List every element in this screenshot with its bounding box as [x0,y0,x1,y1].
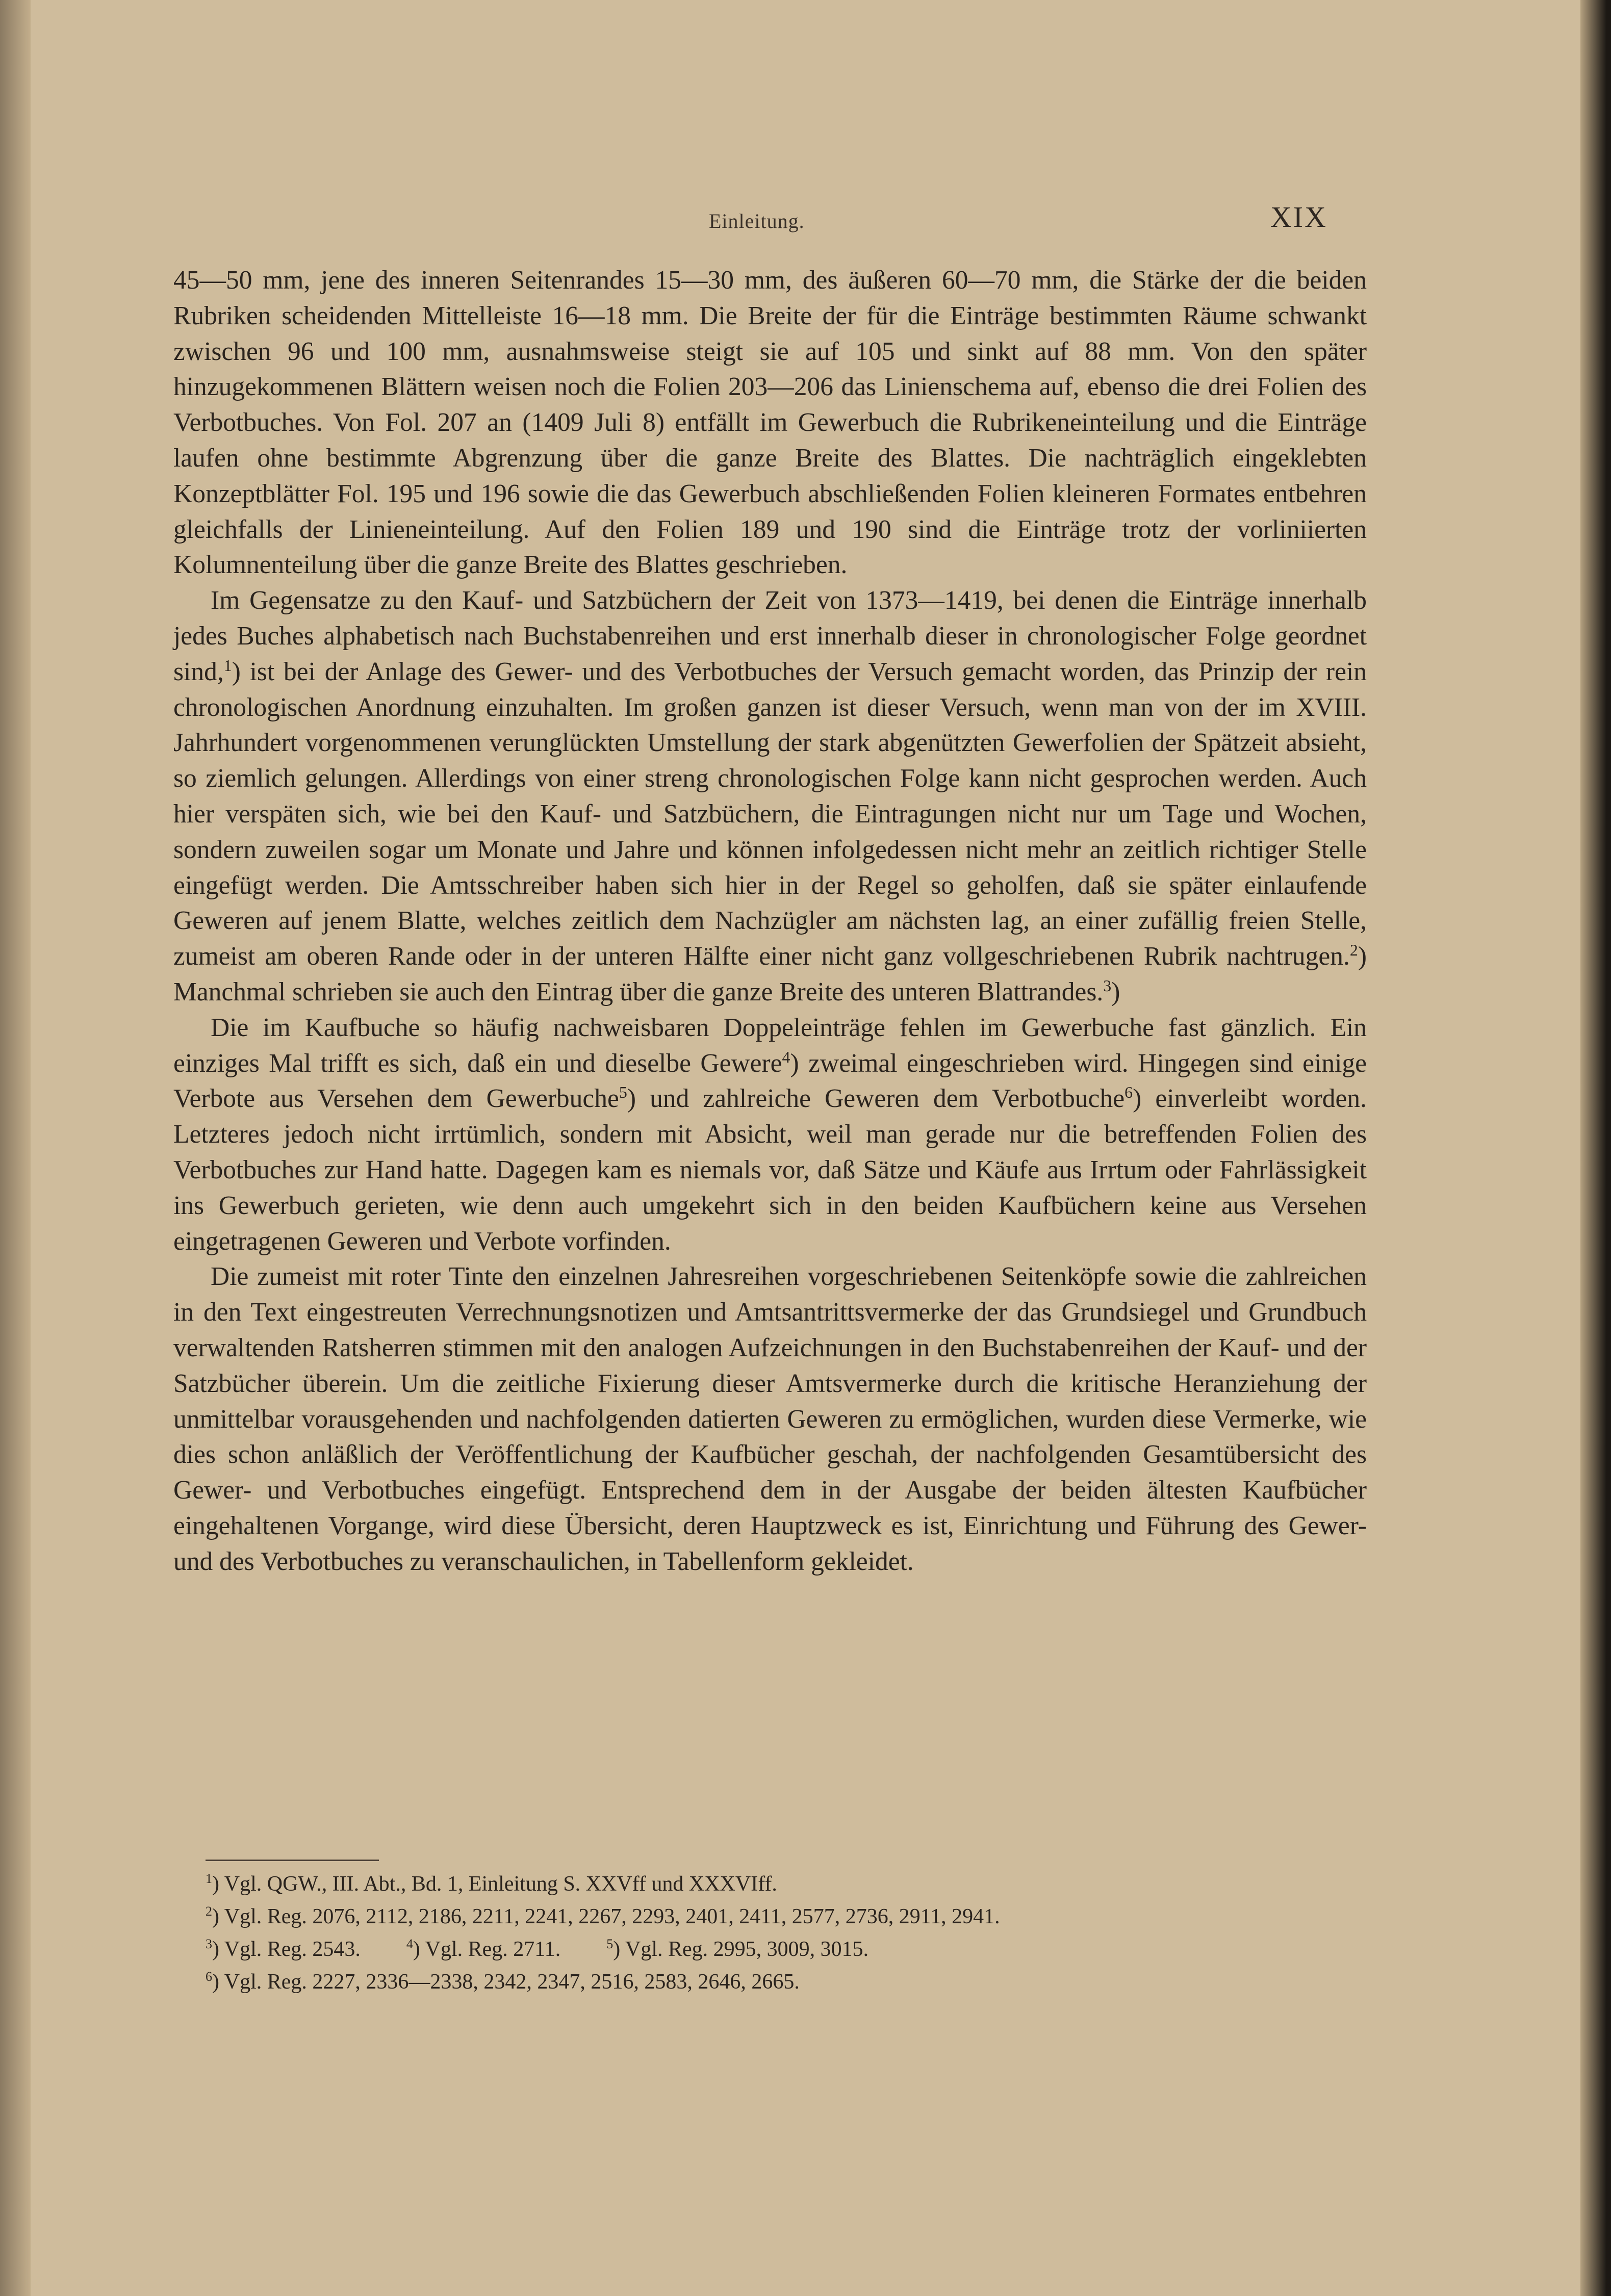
footnote-row: $^3$) Vgl. Reg. 2543. $^4$) Vgl. Reg. 2711. $^5$) Vgl. Reg. 2995, 3009, 3015. [206,1937,869,1961]
page-edge-right [1580,0,1611,2296]
book-page [31,0,1580,2296]
footnote-mark: 2 [1349,941,1358,959]
paragraph: Die im Kaufbuche so häufig nachweisbaren Doppeleinträge fehlen im Gewerbuche fast gänzlich. Ein einziges Mal trifft es sich, daß ein und dieselbe Gewere$^4$) zweimal eingeschrieben wird. Hingegen sind einige Verbote aus Versehen dem Gewerbuche$^5$) und zahlreiche Geweren dem Verbotbuche$^6$) einverleibt worden. Letzteres jedoch nicht irrtümlich, sondern mit Absicht, weil man gerade nur die betreffenden Folien des Verbotbuches zur Hand hatte. Dagegen kam es niemals vor, daß Sätze und Käufe aus Irrtum oder Fahrlässigkeit ins Gewerbuch gerieten, wie denn auch umgekehrt sich in den beiden Kaufbüchern keine aus Versehen eingetragenen Geweren und Verbote vorfinden. [173,1013,1367,1256]
page-number: XIX [1270,200,1327,234]
footnotes [206,1868,1353,1998]
footnote-mark: 6 [1124,1083,1133,1102]
footnote: $^2$) Vgl. Reg. 2076, 2112, 2186, 2211, 2241, 2267, 2293, 2401, 2411, 2577, 2736, 2911, 2941. [206,1904,1000,1928]
footnote: $^6$) Vgl. Reg. 2227, 2336—2338, 2342, 2347, 2516, 2583, 2646, 2665. [206,1969,800,1994]
paragraph: Die zumeist mit roter Tinte den einzelnen Jahresreihen vorgeschriebenen Seitenköpfe sowie die zahlreichen in den Text eingestreuten Verrechnungsnotizen und Amtsantrittsvermerke der das Grundsiegel und Grundbuch verwaltenden Ratsherren stimmen mit den analogen Aufzeichnungen in den Buchstabenreihen der Kauf- und der Satzbücher überein. Um die zeitliche Fixierung dieser Amtsvermerke durch die kritische Heranziehung der unmittelbar vorausgehenden und nachfolgenden datierten Geweren zu ermöglichen, wurden diese Vermerke, wie dies schon anläßlich der Veröffentlichung der Kaufbücher geschah, der nachfolgenden Gesamtübersicht des Gewer- und Verbotbuches eingefügt. Entsprechend dem in der Ausgabe der beiden ältesten Kaufbücher eingehaltenen Vorgange, wird diese Übersicht, deren Hauptzweck es ist, Einrichtung und Führung des Gewer- und des Verbotbuches zu veranschaulichen, in Tabellenform gekleidet. [173,1262,1367,1576]
footnote-mark: 5 [619,1083,627,1102]
paragraph: 45—50 mm, jene des inneren Seitenrandes 15—30 mm, des äußeren 60—70 mm, die Stärke der die beiden Rubriken scheidenden Mittelleiste 16—18 mm. Die Breite der für die Einträge bestimmten Räume schwankt zwischen 96 und 100 mm, ausnahmsweise steigt sie auf 105 und sinkt auf 88 mm. Von den später hinzugekommenen Blättern weisen noch die Folien 203—206 das Linienschema auf, ebenso die drei Folien des Verbotbuches. Von Fol. 207 an (1409 Juli 8) entfällt im Gewerbuch die Rubrikeneinteilung und die Einträge laufen ohne bestimmte Abgrenzung über die ganze Breite des Blattes. Die nachträglich eingeklebten Konzeptblätter Fol. 195 und 196 sowie die das Gewerbuch abschließenden Folien kleineren Formates entbehren gleichfalls der Linieneinteilung. Auf den Folien 189 und 190 sind die Einträge trotz der vorliniierten Kolumnenteilung über die ganze Breite des Blattes geschrieben. [173,266,1367,580]
paragraph: Im Gegensatze zu den Kauf- und Satzbüchern der Zeit von 1373—1419, bei denen die Einträge innerhalb jedes Buches alphabetisch nach Buchstabenreihen und erst innerhalb dieser in chronologischer Folge geordnet sind,$^1$) ist bei der Anlage des Gewer- und des Verbotbuches der Versuch gemacht worden, das Prinzip der rein chronologischen Anordnung einzuhalten. Im großen ganzen ist dieser Versuch, wenn man von der im XVIII. Jahrhundert vorgenommenen verunglückten Umstellung der stark abgenützten Gewerfolien der Spätzeit absieht, so ziemlich gelungen. Allerdings von einer streng chronologischen Folge kann nicht gesprochen werden. Auch hier verspäten sich, wie bei den Kauf- und Satzbüchern, die Eintragungen nicht nur um Tage und Wochen, sondern zuweilen sogar um Monate und Jahre und können infolgedessen nicht mehr an zeitlich richtiger Stelle eingefügt werden. Die Amtsschreiber haben sich hier in der Regel so geholfen, daß sie später einlaufende Geweren auf jenem Blatte, welches zeitlich dem Nachzügler am nächsten lag, an einer zufällig freien Stelle, zumeist am oberen Rande oder in der unteren Hälfte einer nicht ganz vollgeschriebenen Rubrik nachtrugen.$^2$) Manchmal schrieben sie auch den Eintrag über die ganze Breite des unteren Blattrandes.$^3$) [173,586,1367,1007]
footnote-divider [206,1860,379,1861]
footnote-mark: 4 [782,1048,790,1066]
footnote-mark: 1 [223,656,232,675]
page-header [31,200,1580,241]
footnote-mark: 3 [1103,976,1112,995]
footnote: $^1$) Vgl. QGW., III. Abt., Bd. 1, Einleitung S. XXVff und XXXVIff. [206,1871,777,1896]
page-edge-left [0,0,31,2296]
body-text [173,263,1367,1579]
running-title: Einleitung. [709,210,805,233]
